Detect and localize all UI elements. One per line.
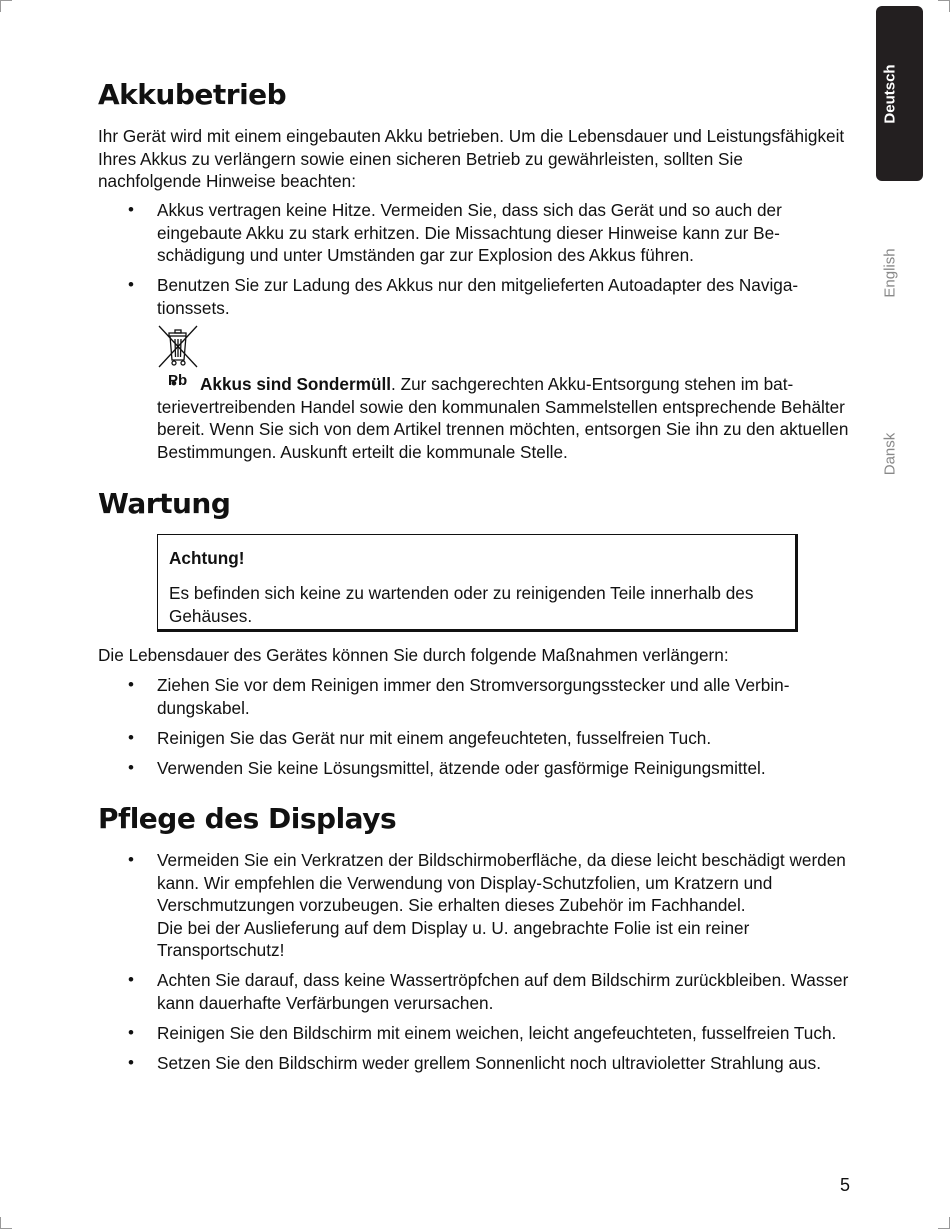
list-item [98,373,850,463]
list-item: • Ziehen Sie vor dem Reinigen immer den Stromversorgungsstecker und alle Verbindungskabel. [98,674,850,719]
disposal-text: . Zur sachgerechten Akku-Entsorgung stehen im batterievertreibenden Handel sowie den kommunalen Sammelstellen entsprechende Behälter bereit. Wenn Sie sich von dem Artikel trennen möchten, entsorgen Sie ihn zu den aktuellen Bestimmungen. Auskunft erteilt die kommunale Stelle. [157,374,849,462]
list-item: • Setzen Sie den Bildschirm weder grellem Sonnenlicht noch ultravioletter Strahlung aus. [98,1052,850,1075]
list-item: • Verwenden Sie keine Lösungsmittel, ätzende oder gasförmige Reinigungsmittel. [98,757,850,780]
akkubetrieb-list [98,199,850,327]
disposal-list [98,373,850,471]
list-item: • Reinigen Sie den Bildschirm mit einem weichen, leicht angefeuchteten, fusselfreien Tuch. [98,1022,850,1045]
warning-text: Es befinden sich keine zu wartenden oder zu reinigenden Teile innerhalb des Gehäuses. [169,583,754,626]
pflege-bullet-text: Vermeiden Sie ein Verkratzen der Bildschirmoberfläche, da diese leicht beschädigt werden kann. Wir empfehlen die Verwendung von Display-Schutzfolien, um Kratzern und Verschmutzungen vorzubeugen. Sie erhalten dieses Zubehör im Fachhandel. [157,850,846,915]
warning-box [157,534,798,632]
crop-mark [0,0,1,12]
language-tab-deutsch-label: Deutsch [881,64,899,124]
akkubetrieb-intro: Ihr Gerät wird mit einem eingebauten Akku betrieben. Um die Lebensdauer und Leistungsfähigkeit Ihres Akkus zu verlängern sowie einen sicheren Betrieb zu gewährleisten, sollten Sie nachfolgende Hinweise beachten: [98,126,845,191]
disposal-bold-text: Akkus sind Sondermüll [200,374,392,394]
language-tab-dansk[interactable]: Dansk [881,432,899,476]
page-number: 5 [840,1175,851,1195]
crop-mark [0,0,12,1]
pflege-list [98,849,850,1082]
pb-symbol-label: Pb [168,372,188,389]
list-item: • Benutzen Sie zur Ladung des Akkus nur den mitgelieferten Autoadapter des Navigationssets. [98,274,850,319]
section-heading-pflege: Pflege des Displays [98,802,397,835]
wartung-intro: Die Lebensdauer des Gerätes können Sie durch folgende Maßnahmen verlängern: [98,645,729,665]
section-heading-akkubetrieb: Akkubetrieb [98,78,287,111]
crop-mark [938,0,950,1]
crossed-bin-icon [156,324,200,370]
list-item: • Akkus vertragen keine Hitze. Vermeiden Sie, dass sich das Gerät und so auch der eingebaute Akku zu stark erhitzen. Die Missachtung dieser Hinweise kann zur Beschädigung und unter Umständen gar zur Explosion des Akkus führen. [98,199,850,267]
language-tab-english[interactable]: English [881,248,899,298]
list-item [98,849,850,962]
list-item: • Reinigen Sie das Gerät nur mit einem angefeuchteten, fusselfreien Tuch. [98,727,850,750]
section-heading-wartung: Wartung [98,487,231,520]
warning-title: Achtung! [169,548,245,568]
pflege-bullet-note: Die bei der Auslieferung auf dem Display u. U. angebrachte Folie ist ein reiner Transportschutz! [157,917,750,960]
wartung-list [98,674,850,787]
list-item: • Achten Sie darauf, dass keine Wassertröpfchen auf dem Bildschirm zurückbleiben. Wasser kann dauerhafte Verfärbungen verursachen. [98,969,850,1014]
